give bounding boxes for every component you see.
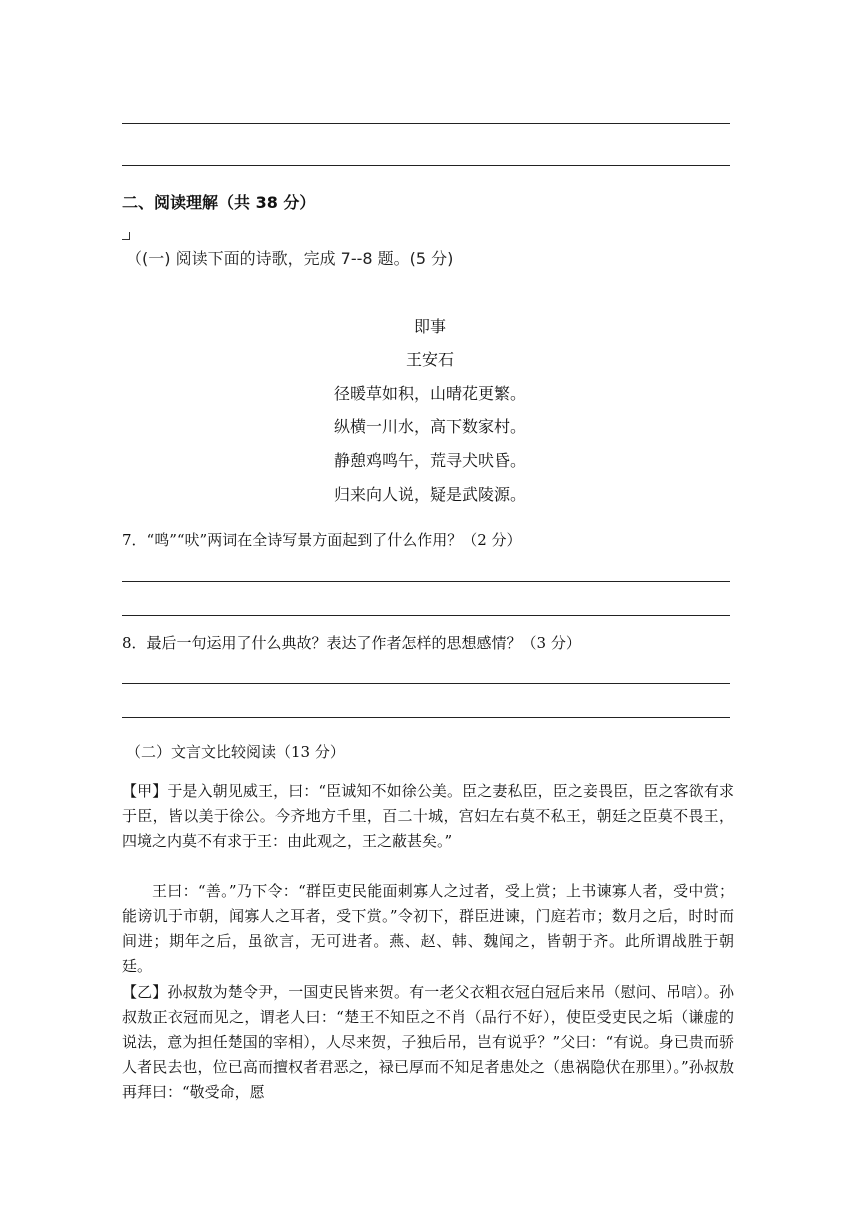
question-7: 7．“鸣”“吠”两词在全诗写景方面起到了什么作用？（2 分） [122, 531, 522, 549]
passage-jia-label: 【甲】 [122, 782, 168, 800]
answer-line-4 [122, 615, 730, 616]
passage-yi-paragraph [122, 980, 734, 1105]
answer-line-1 [122, 123, 730, 124]
answer-line-5 [122, 683, 730, 684]
part1-title: （(一) 阅读下面的诗歌，完成 7--8 题。(5 分) [126, 249, 454, 268]
corner-mark [122, 232, 130, 240]
poem-line: 静憩鸡鸣午，荒寻犬吠昏。 [333, 451, 526, 470]
answer-line-3 [122, 581, 730, 582]
passage-jia-paragraph-2: 王曰：“善。”乃下令：“群臣吏民能面刺寡人之过者，受上赏；上书谏寡人者，受中赏；能谤讥于市朝，闻寡人之耳者，受下赏。”令初下，群臣进谏，门庭若市；数月之后，时时而间进；期年之后，虽欲言，无可进者。燕、赵、韩、魏闻之，皆朝于齐。此所谓战胜于朝廷。 [122, 882, 734, 975]
section-heading: 二、阅读理解（共 38 分） [122, 193, 316, 212]
answer-line-6 [122, 717, 730, 718]
passage-yi-label: 【乙】 [122, 983, 168, 1001]
poem-line: 纵横一川水，高下数家村。 [333, 417, 526, 436]
passage-jia-paragraph-1 [122, 779, 734, 854]
classical-section-title: （二）文言文比较阅读（13 分） [126, 743, 345, 761]
poem-line: 径暖草如积，山晴花更繁。 [333, 384, 526, 403]
passage-jia-text: 于是入朝见威王，曰：“臣诚知不如徐公美。臣之妻私臣，臣之妾畏臣，臣之客欲有求于臣，皆以美于徐公。今齐地方千里，百二十城，宫妇左右莫不私王，朝廷之臣莫不畏王，四境之内莫不有求于王：由此观之，王之蔽甚矣。” [122, 782, 734, 850]
question-8: 8．最后一句运用了什么典故？表达了作者怎样的思想感情？（3 分） [122, 634, 581, 652]
passage-yi-text: 孙叔敖为楚令尹，一国吏民皆来贺。有一老父衣粗衣冠白冠后来吊（慰问、吊唁）。孙叔敖正衣冠而见之，谓老人曰：“楚王不知臣之不肖（品行不好），使臣受吏民之垢（谦虚的说法，意为担任楚国的宰相），人尽来贺，子独后吊，岂有说乎？”父曰：“有说。身已贵而骄人者民去也，位已高而擅权者君恶之，禄已厚而不知足者患处之（患祸隐伏在那里）。”孙叔敖再拜曰：“敬受命，愿 [122, 983, 734, 1101]
poem-author: 王安石 [405, 350, 454, 369]
poem-line: 归来向人说，疑是武陵源。 [333, 485, 526, 504]
answer-line-2 [122, 165, 730, 166]
poem-title: 即事 [413, 317, 446, 336]
